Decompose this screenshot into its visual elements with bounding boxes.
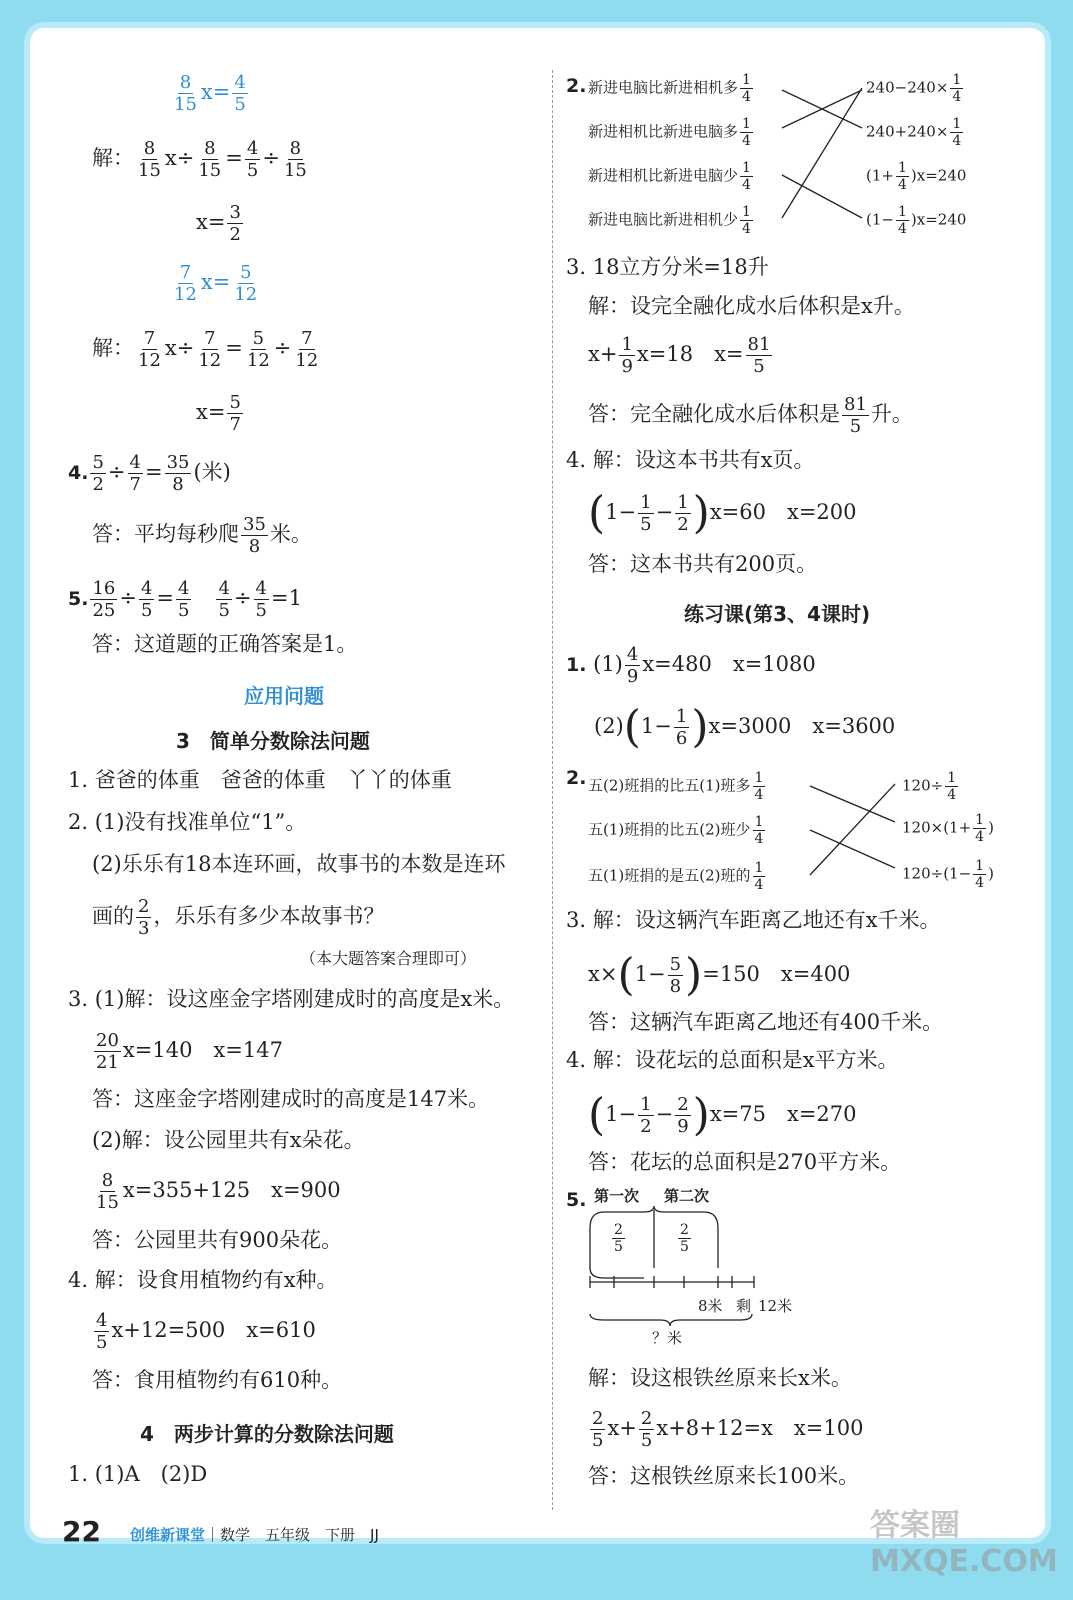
r-p5-b: 解：设这根铁丝原来长x米。 (588, 1366, 852, 1390)
r-p2-label: 2. (566, 767, 587, 789)
footer-text: 创维新课堂｜数学 五年级 下册 JJ (130, 1526, 379, 1544)
eq2-result: x= $\frac{5}{7}$ (196, 392, 241, 435)
r-p3-ans: 答：这辆汽车距离乙地还有400千米。 (588, 1010, 944, 1034)
l3-q3-ans1: 答：这座金字塔刚建成时的高度是147米。 (92, 1087, 490, 1111)
r-p5-label: 5. (566, 1189, 587, 1211)
r-p5-frac2: $\frac{2}{5}$ (680, 1222, 689, 1255)
watermark: 答案圈 MXQE.COM (870, 1508, 1058, 1579)
q4-equation: 4. $\frac{5}{2}$ ÷ $\frac{4}{7}$ = $\frac{35}{8}$ (米) (68, 452, 231, 495)
r-q3-ans: 答：完全融化成水后体积是 $\frac{81}{5}$ 升。 (588, 394, 913, 437)
l3-q4-ans: 答：食用植物约有610种。 (92, 1368, 343, 1392)
r-p5-12m: 12米 (758, 1297, 793, 1315)
page-number: 22 (62, 1515, 101, 1548)
q5-equation: 5. $\frac{16}{25}$ ÷ $\frac{4}{5}$ = $\frac{4}{5}$ $\frac{4}{5}$ ÷ $\frac{4}{5}$ =1 (68, 578, 302, 621)
eq1-result: x= $\frac{3}{2}$ (196, 202, 241, 245)
r-q2-left-2: 新进相机比新进电脑少 $\frac{1}{4}$ (588, 160, 751, 193)
r-p3-a: 3. 解：设这辆汽车距离乙地还有x千米。 (566, 908, 941, 932)
r-p2-left-2: 五(1)班捐的是五(2)班的 $\frac{1}{4}$ (588, 860, 764, 893)
r-p5-eq: $\frac{2}{5}$ x+ $\frac{2}{5}$ x+8+12=x x=100 (592, 1408, 864, 1451)
section-title-applications: 应用问题 (244, 684, 324, 708)
l3-q4-eq: $\frac{4}{5}$ x+12=500 x=610 (96, 1310, 316, 1353)
r-p5-left: 剩 (736, 1297, 752, 1315)
eq1-solve: 解： $\frac{8}{15}$ x÷ $\frac{8}{15}$ = $\frac{4}{5}$ ÷ $\frac{8}{15}$ (92, 138, 307, 181)
l3-q3-a: 3. (1)解：设这座金字塔刚建成时的高度是x米。 (68, 987, 515, 1011)
r-q3-b: 解：设完全融化成水后体积是x升。 (588, 294, 915, 318)
eq2-solve: 解： $\frac{7}{12}$ x÷ $\frac{7}{12}$ = $\frac{5}{12}$ ÷ $\frac{7}{12}$ (92, 328, 319, 371)
r-p5-frac1: $\frac{2}{5}$ (614, 1222, 623, 1255)
lesson3-title: 3 简单分数除法问题 (176, 729, 370, 753)
l4-q1: 1. (1)A (2)D (68, 1462, 208, 1486)
r-p2-left-0: 五(2)班捐的比五(1)班多 $\frac{1}{4}$ (588, 770, 764, 803)
r-q4-ans: 答：这本书共有200页。 (588, 552, 818, 576)
r-p2-right-1: 120×(1+ $\frac{1}{4}$ ) (902, 812, 994, 845)
r-p2-right-2: 120÷(1− $\frac{1}{4}$ ) (902, 858, 994, 891)
r-p5-second: 第二次 (664, 1187, 710, 1205)
r-q2-label: 2. (566, 75, 587, 97)
l3-q2-note: （本大题答案合理即可） (300, 949, 477, 968)
r-q2-left-0: 新进电脑比新进相机多 $\frac{1}{4}$ (588, 72, 751, 105)
l3-q2-b: (2)乐乐有18本连环画，故事书的本数是连环 (92, 852, 506, 876)
r-p5-8m: 8米 (698, 1297, 723, 1315)
r-p3-eq: x×(1− $\frac{5}{8}$ )=150 x=400 (588, 949, 851, 1001)
lesson4-title: 4 两步计算的分数除法问题 (140, 1422, 394, 1446)
l3-q2-c: 画的 $\frac{2}{3}$ ，乐乐有多少本故事书？ (92, 896, 385, 939)
r-p4-ans: 答：花坛的总面积是270平方米。 (588, 1150, 902, 1174)
r-q3-eq: x+ $\frac{1}{9}$ x=18 x= $\frac{81}{5}$ (588, 334, 771, 377)
r-p4-eq: (1− $\frac{1}{2}$ − $\frac{2}{9}$ )x=75 x=270 (588, 1089, 857, 1141)
r-p2-right-0: 120÷ $\frac{1}{4}$ (902, 770, 957, 803)
r-p5-question: ？米 (652, 1329, 683, 1347)
l3-q2-a: 2. (1)没有找准单位“1”。 (68, 810, 307, 834)
l3-q3-b: (2)解：设公园里共有x朵花。 (92, 1128, 365, 1152)
r-q4-eq: (1− $\frac{1}{5}$ − $\frac{1}{2}$ )x=60 x=200 (588, 487, 857, 539)
r-p5-ans: 答：这根铁丝原来长100米。 (588, 1464, 860, 1488)
q5-answer: 答：这道题的正确答案是1。 (92, 632, 358, 656)
eq1-given: $\frac{8}{15}$ x= $\frac{4}{5}$ (174, 72, 246, 115)
r-q2-right-1: 240+240× $\frac{1}{4}$ (866, 116, 962, 149)
r-q2-right-3: (1− $\frac{1}{4}$ )x=240 (866, 204, 967, 237)
r-q2-left-1: 新进相机比新进电脑多 $\frac{1}{4}$ (588, 116, 751, 149)
r-p1-b: (2)(1− $\frac{1}{6}$ )x=3000 x=3600 (594, 701, 896, 753)
l3-q4: 4. 解：设食用植物约有x种。 (68, 1268, 338, 1292)
l3-q3-eq1: $\frac{20}{21}$ x=140 x=147 (96, 1030, 283, 1073)
r-q3-a: 3. 18立方分米=18升 (566, 255, 769, 279)
r-p5-first: 第一次 (594, 1187, 640, 1205)
r-p2-left-1: 五(1)班捐的比五(2)班少 $\frac{1}{4}$ (588, 814, 764, 847)
l3-q3-eq2: $\frac{8}{15}$ x=355+125 x=900 (96, 1170, 341, 1213)
r-q4-a: 4. 解：设这本书共有x页。 (566, 448, 815, 472)
practice-title: 练习课(第3、4课时) (684, 602, 871, 626)
r-p4-a: 4. 解：设花坛的总面积是x平方米。 (566, 1048, 899, 1072)
r-q2-right-0: 240−240× $\frac{1}{4}$ (866, 72, 962, 105)
l3-q1: 1. 爸爸的体重 爸爸的体重 丫丫的体重 (68, 768, 452, 792)
eq2-given: $\frac{7}{12}$ x= $\frac{5}{12}$ (174, 262, 258, 305)
r-p1-a: 1. (1) $\frac{4}{9}$ x=480 x=1080 (566, 644, 816, 687)
q4-answer: 答：平均每秒爬 $\frac{35}{8}$ 米。 (92, 514, 312, 557)
r-q2-left-3: 新进电脑比新进相机少 $\frac{1}{4}$ (588, 204, 751, 237)
l3-q3-ans2: 答：公园里共有900朵花。 (92, 1228, 343, 1252)
r-q2-right-2: (1+ $\frac{1}{4}$ )x=240 (866, 160, 967, 193)
